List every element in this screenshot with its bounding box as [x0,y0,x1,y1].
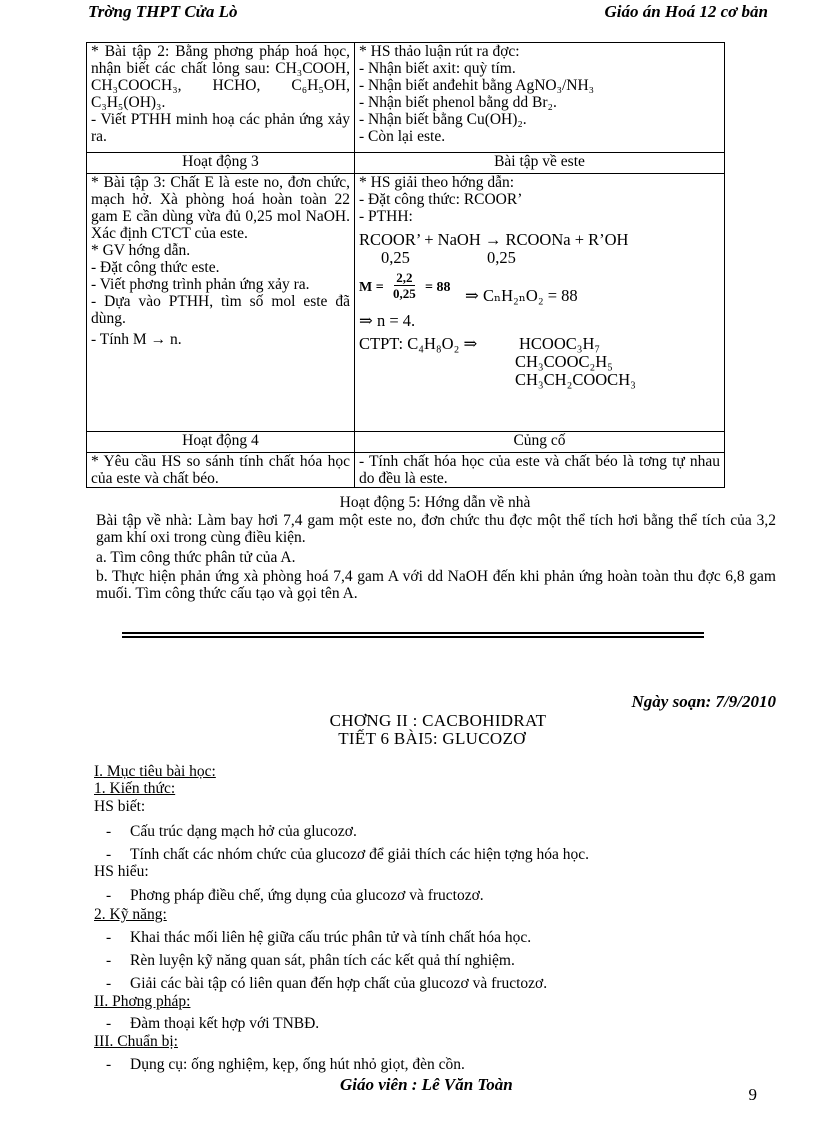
table-cell [355,453,725,488]
exercise-2-text: * Bài tập 2: Bằng phơng pháp hoá học, nhận biết các chất lỏng sau: CH₃COOH, CH₃COOCH₃, HCHO, C₆H₅OH, C₃H₅(OH)₃. [91,43,350,111]
guide-line: - Đặt công thức este. [91,259,220,276]
activity-3-heading: Hoạt động 3 [87,153,355,174]
list-item-text: Tính chất các nhóm chức của glucozơ để giải thích các hiện tợng hóa học. [130,846,590,863]
activity-4-heading: Hoạt động 4 [87,432,355,453]
table-row [87,174,725,432]
chapter-title: CHƠNG II : CACBOHIDRAT [329,711,547,730]
answer-line: - Nhận biết anđehit bằng AgNO₃/NH₃ [359,77,595,94]
page-number: 9 [748,1085,757,1104]
list-item: - Giải các bài tập có liên quan đến hợp chất của glucozơ và fructozơ. [106,975,548,992]
list-item-text: Rèn luyện kỹ năng quan sát, phân tích các kết quả thí nghiệm. [130,952,515,969]
list-item-text: Khai thác mối liên hệ giữa cấu trúc phân tử và tính chất hóa học. [130,929,532,946]
guide-line: * GV hớng dẫn. [91,242,191,259]
homework-part-a: a. Tìm công thức phân tử của A. [96,549,296,566]
knowledge-heading: 1. Kiến thức: [94,780,176,797]
methods-heading: II. Phơng pháp: [94,993,191,1010]
preparation-date: Ngày soạn: 7/9/2010 [631,692,776,711]
compare-answer: - Tính chất hóa học của este và chất béo là tơng tự nhau do đều là este. [359,453,720,487]
guide-line: - Viết phơng trình phản ứng xảy ra. [91,276,310,293]
list-item: - Phơng pháp điều chế, ứng dụng của glucozơ và fructozơ. [106,887,484,904]
ester-exercise-heading: Bài tập về este [355,153,725,174]
list-item: - Đàm thoại kết hợp với TNBĐ. [106,1015,320,1032]
school-name: Trờng THPT Cửa Lò [88,2,238,21]
solution-line: * HS giải theo hớng dẫn: [359,174,514,191]
compare-request: * Yêu cầu HS so sánh tính chất hóa học của este và chất béo. [91,453,350,487]
guide-line: - Tính M → n. [91,331,182,348]
answer-line: - Nhận biết axit: quỳ tím. [359,60,516,77]
list-item: - Dụng cụ: ống nghiệm, kẹp, ống hút nhỏ giọt, đèn cồn. [106,1056,465,1073]
list-item-text: Giải các bài tập có liên quan đến hợp chất của glucozơ và fructozơ. [130,975,548,992]
double-divider [122,632,704,638]
skills-heading: 2. Kỹ năng: [94,906,167,923]
lesson-title: TIẾT 6 BÀI5: GLUCOZƠ [338,729,526,748]
table-row [87,432,725,453]
reaction-equation: RCOOR’ + NaOH → RCOONa + R’OH [359,230,629,249]
homework-intro: Bài tập về nhà: Làm bay hơi 7,4 gam một este no, đơn chức thu đợc một thể tích hơi bằng thể tích của 3,2 gam khí oxi trong cùng điều kiện. [96,512,776,546]
answer-line: - Còn lại este. [359,128,446,145]
answer-line: - Nhận biết phenol bằng dd Br₂. [359,94,557,111]
list-item-text: Phơng pháp điều chế, ứng dụng của glucozơ và fructozơ. [130,887,484,904]
exercise-3-text: * Bài tập 3: Chất E là este no, đơn chức, mạch hở. Xà phòng hoá hoàn toàn 22 gam E cần dùng vừa đủ 0,25 mol NaOH. Xác định CTCT của este. [91,174,350,242]
table-cell [355,174,725,432]
guide-line: - Dựa vào PTHH, tìm số mol este đã dùng. [91,293,350,327]
consolidation-heading: Củng cố [355,432,725,453]
mol-value: 0,25 [487,248,516,267]
subject-title: Giáo án Hoá 12 cơ bản [604,2,768,21]
isomer-formula: HCOOC₃H₇ [519,334,601,353]
students-know-label: HS biết: [94,798,146,815]
table-cell [87,174,355,432]
list-item: - Rèn luyện kỹ năng quan sát, phân tích các kết quả thí nghiệm. [106,952,515,969]
fraction-numerator: 2,2 [396,270,413,285]
list-item: - Tính chất các nhóm chức của glucozơ để giải thích các hiện tợng hóa học. [106,846,590,863]
mol-value: 0,25 [381,248,410,267]
molecular-formula: CTPT: C₄H₈O₂ ⇒ [359,334,478,353]
isomer-formula: CH₃COOC₂H₅ [515,352,613,371]
list-item-text: Đàm thoại kết hợp với TNBĐ. [130,1015,320,1032]
solution-line: - PTHH: [359,208,413,225]
table-cell [87,43,355,153]
teacher-signature: Giáo viên : Lê Văn Toàn [340,1075,513,1094]
students-understand-label: HS hiểu: [94,863,149,880]
homework-part-b: b. Thực hiện phản ứng xà phòng hoá 7,4 gam A với dd NaOH đến khi phản ứng hoàn toàn thu đợc 6,8 gam muối. Tìm công thức cấu tạo và gọi tên A. [96,568,776,602]
molar-mass-label: M = [359,280,384,295]
answer-line: * HS thảo luận rút ra đợc: [359,43,520,60]
table-row [87,453,725,488]
isomer-formula: CH₃CH₂COOCH₃ [515,370,636,389]
list-item-text: Dụng cụ: ống nghiệm, kẹp, ống hút nhỏ giọt, đèn cồn. [130,1056,465,1073]
list-item: - Cấu trúc dạng mạch hở của glucozơ. [106,823,357,840]
exercise-2-task: - Viết PTHH minh hoạ các phản ứng xảy ra. [91,111,350,145]
table-cell [355,43,725,153]
n-result: ⇒ n = 4. [359,311,416,330]
table-row [87,153,725,174]
table-row [87,43,725,153]
table-cell [87,453,355,488]
preparation-heading: III. Chuẩn bị: [94,1033,178,1050]
list-item-text: Cấu trúc dạng mạch hở của glucozơ. [130,823,357,840]
lesson-table [86,42,725,488]
molar-mass-fraction [393,270,416,301]
solution-line: - Đặt công thức: RCOOR’ [359,191,523,208]
list-item: - Khai thác mối liên hệ giữa cấu trúc phân tử và tính chất hóa học. [106,929,532,946]
general-formula: ⇒ CₙH₂ₙO₂ = 88 [465,286,578,305]
activity-5-heading: Hoạt động 5: Hớng dẫn về nhà [339,494,531,511]
fraction-denominator: 0,25 [393,286,416,301]
objectives-heading: I. Mục tiêu bài học: [94,763,216,780]
molar-mass-result: = 88 [425,280,451,295]
answer-line: - Nhận biết bằng Cu(OH)₂. [359,111,527,128]
